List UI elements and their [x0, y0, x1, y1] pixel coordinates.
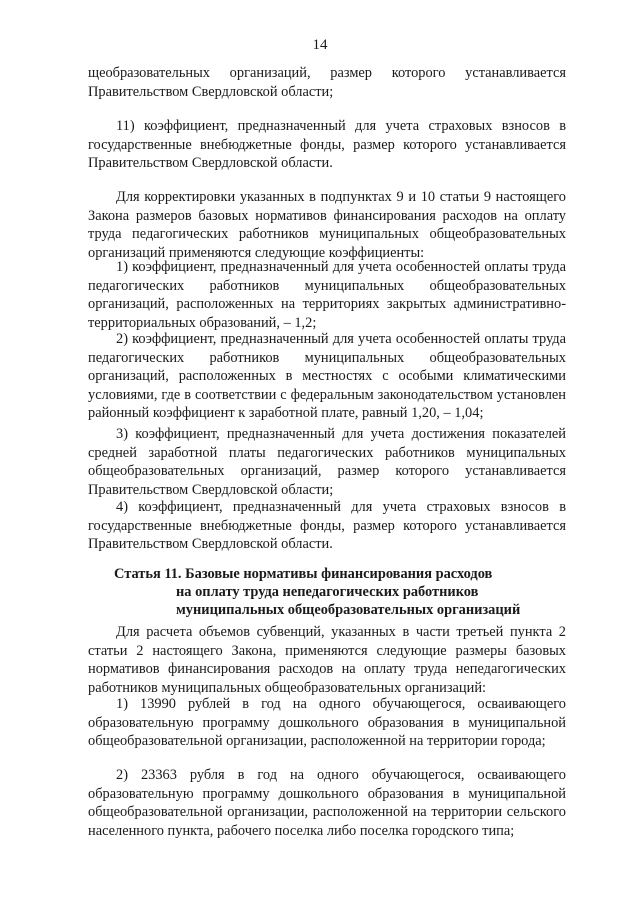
heading-line-1: Статья 11. Базовые нормативы финансирования расходов — [114, 566, 493, 582]
page-number: 14 — [312, 37, 328, 53]
paragraph-coefficients-intro: Для корректировки указанных в подпунктах 9 и 10 статьи 9 настоящего Закона размеров базовых нормативов финансирования расходов на оплату труда педагогических работников муниципальных общеобразовательных организаций применяются следующие коэффициенты: — [88, 189, 566, 261]
paragraph-coefficient-4: 4) коэффициент, предназначенный для учета страховых взносов в государственные внебюджетные фонды, размер которого устанавливается Правительством Свердловской области. — [88, 499, 566, 552]
heading-line-2: на оплату труда непедагогических работников — [176, 584, 479, 600]
paragraph-norm-2: 2) 23363 рубля в год на одного обучающегося, осваивающего образовательную программу дошкольного образования в муниципальной общеобразовательной организации, расположенной на территории сельского населенного пункта, рабочего поселка либо поселка городского типа; — [88, 767, 566, 839]
paragraph-item-11: 11) коэффициент, предназначенный для учета страховых взносов в государственные внебюджетные фонды, размер которого устанавливается Правительством Свердловской области. — [88, 118, 566, 171]
paragraph-coefficient-3: 3) коэффициент, предназначенный для учета достижения показателей средней заработной платы педагогических работников муниципальных общеобразовательных организаций, размер которого устанавливается Правительством Свердловской области; — [88, 426, 566, 498]
paragraph-article-11-intro: Для расчета объемов субвенций, указанных в части третьей пункта 2 статьи 2 настоящего Закона, применяются следующие размеры базовых нормативов финансирования расходов на оплату труда непедагогических работников муниципальных общеобразовательных организаций: — [88, 624, 566, 696]
paragraph-continuation: щеобразовательных организаций, размер которого устанавливается Правительством Свердловской области; — [88, 65, 566, 100]
article-11-heading — [114, 565, 554, 619]
paragraph-coefficient-2: 2) коэффициент, предназначенный для учета особенностей оплаты труда педагогических работников муниципальных общеобразовательных организаций, расположенных в местностях с особыми климатическими условиями, где в соответствии с федеральным законодательством установлен районный коэффициент к заработной плате, равный 1,20, – 1,04; — [88, 331, 566, 421]
paragraph-coefficient-1: 1) коэффициент, предназначенный для учета особенностей оплаты труда педагогических работников муниципальных общеобразовательных организаций, расположенных на территориях закрытых административно-территориальных образований, – 1,2; — [88, 259, 566, 331]
paragraph-norm-1: 1) 13990 рублей в год на одного обучающегося, осваивающего образовательную программу дошкольного образования в муниципальной общеобразовательной организации, расположенной на территории города; — [88, 696, 566, 749]
heading-line-3: муниципальных общеобразовательных организаций — [176, 602, 521, 618]
